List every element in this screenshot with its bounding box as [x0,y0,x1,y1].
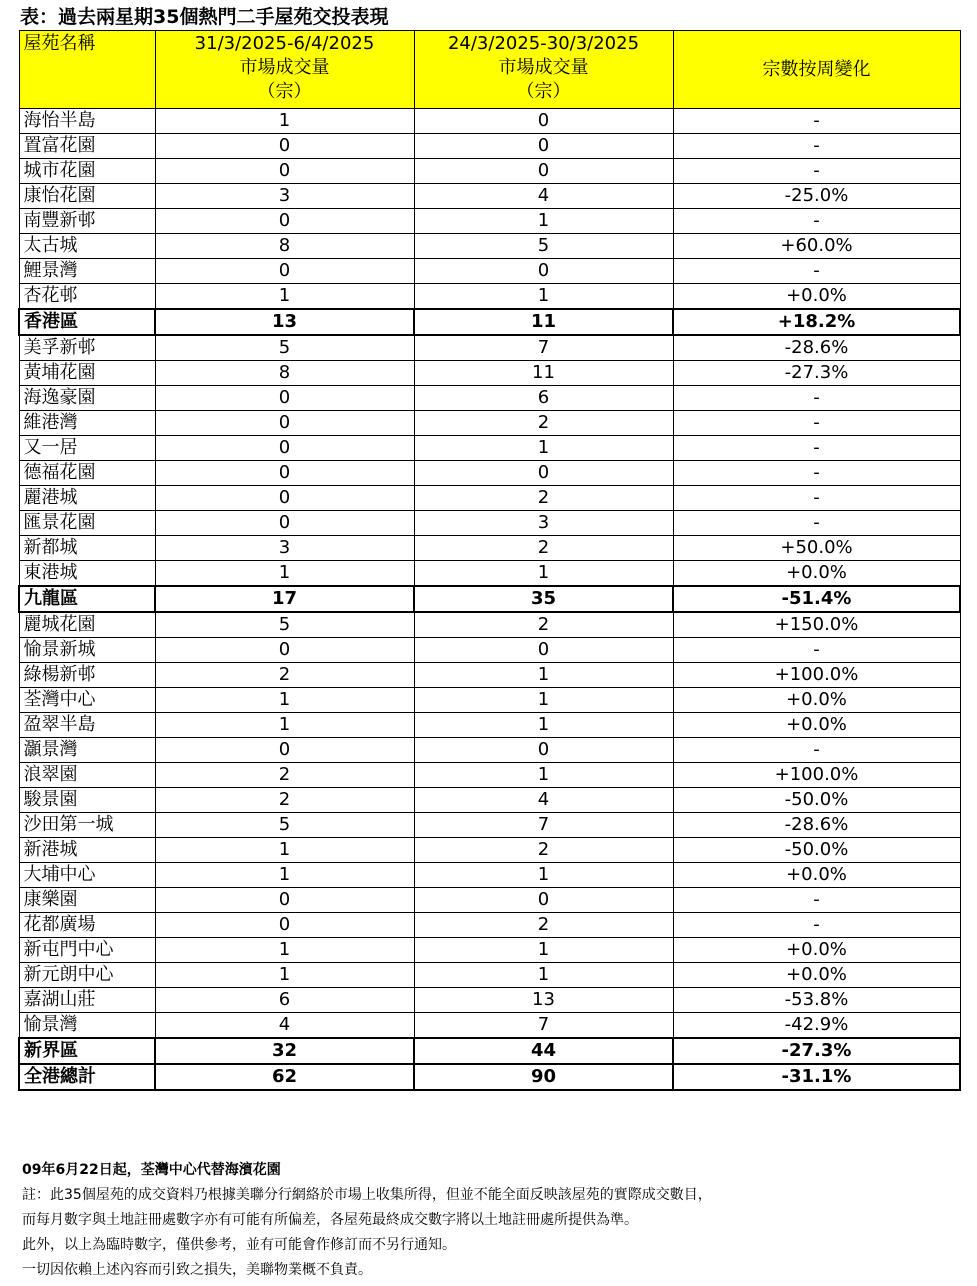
header-change: 宗數按周變化 [673,31,960,109]
estate-name-cell: 杏花邨 [19,284,155,310]
table-row [19,713,960,738]
table-row [19,612,960,638]
table-row [19,913,960,938]
estate-name-cell: 嘉湖山莊 [19,988,155,1013]
header-current-period: 31/3/2025-6/4/2025 [194,33,375,54]
weekly-change-cell: - [673,436,960,461]
table-title: 表：過去兩星期35個熱門二手屋苑交投表現 [20,6,389,28]
estate-name-cell: 新港城 [19,838,155,863]
weekly-change-cell: -53.8% [673,988,960,1013]
estate-name-cell: 康樂園 [19,888,155,913]
previous-volume-cell: 0 [414,159,673,184]
footnote-line: 一切因依賴上述內容而引致之損失，美聯物業概不負責。 [22,1262,372,1278]
current-volume-cell: 2 [155,663,414,688]
estate-name-cell: 新屯門中心 [19,938,155,963]
current-volume-cell: 0 [155,436,414,461]
weekly-change-cell: +0.0% [673,284,960,310]
header-name: 屋苑名稱 [19,31,155,109]
weekly-change-cell: +150.0% [673,612,960,638]
table-row [19,788,960,813]
weekly-change-cell: - [673,411,960,436]
estate-name-cell: 城市花園 [19,159,155,184]
previous-volume-cell: 4 [414,184,673,209]
current-volume-cell: 32 [155,1038,414,1064]
current-volume-cell: 1 [155,284,414,310]
current-volume-cell: 8 [155,234,414,259]
table-row [19,361,960,386]
current-volume-cell: 0 [155,913,414,938]
estate-name-cell: 南豐新邨 [19,209,155,234]
previous-volume-cell: 1 [414,561,673,587]
previous-volume-cell: 1 [414,938,673,963]
weekly-change-cell: +0.0% [673,938,960,963]
weekly-change-cell: - [673,159,960,184]
weekly-change-cell: +18.2% [673,309,960,335]
previous-volume-cell: 0 [414,738,673,763]
estate-name-cell: 愉景新城 [19,638,155,663]
current-volume-cell: 1 [155,938,414,963]
estate-name-cell: 置富花園 [19,134,155,159]
table-row [19,184,960,209]
weekly-change-cell: -28.6% [673,335,960,361]
estate-name-cell: 荃灣中心 [19,688,155,713]
estate-name-cell: 麗城花園 [19,612,155,638]
subtotal-row [19,586,960,612]
previous-volume-cell: 2 [414,838,673,863]
header-row [19,31,960,109]
previous-volume-cell: 7 [414,813,673,838]
header-current-week [155,31,414,109]
previous-volume-cell: 11 [414,309,673,335]
table-row [19,963,960,988]
footnotes [22,1158,962,1283]
table-row [19,234,960,259]
estate-name-cell: 駿景園 [19,788,155,813]
current-volume-cell: 0 [155,159,414,184]
estate-name-cell: 灝景灣 [19,738,155,763]
subtotal-row [19,309,960,335]
current-volume-cell: 17 [155,586,414,612]
current-volume-cell: 5 [155,335,414,361]
current-volume-cell: 1 [155,688,414,713]
current-volume-cell: 0 [155,411,414,436]
estate-name-cell: 維港灣 [19,411,155,436]
current-volume-cell: 4 [155,1013,414,1039]
previous-volume-cell: 90 [414,1064,673,1090]
weekly-change-cell: +0.0% [673,963,960,988]
table-row [19,536,960,561]
estate-name-cell: 海逸豪園 [19,386,155,411]
estate-name-cell: 浪翠園 [19,763,155,788]
current-volume-cell: 0 [155,638,414,663]
current-volume-cell: 3 [155,184,414,209]
previous-volume-cell: 1 [414,284,673,310]
weekly-change-cell: +0.0% [673,688,960,713]
previous-volume-cell: 35 [414,586,673,612]
current-volume-cell: 0 [155,511,414,536]
header-previous-volume-label: 市場成交量 [498,57,589,78]
current-volume-cell: 1 [155,109,414,134]
current-volume-cell: 1 [155,963,414,988]
weekly-change-cell: - [673,209,960,234]
table-row [19,134,960,159]
previous-volume-cell: 6 [414,386,673,411]
previous-volume-cell: 2 [414,536,673,561]
table-row [19,988,960,1013]
weekly-change-cell: - [673,638,960,663]
previous-volume-cell: 1 [414,863,673,888]
current-volume-cell: 2 [155,763,414,788]
current-volume-cell: 1 [155,863,414,888]
estate-name-cell: 康怡花園 [19,184,155,209]
weekly-change-cell: -27.3% [673,361,960,386]
previous-volume-cell: 1 [414,209,673,234]
weekly-change-cell: - [673,913,960,938]
estate-name-cell: 黃埔花園 [19,361,155,386]
table-row [19,259,960,284]
previous-volume-cell: 2 [414,612,673,638]
table-row [19,159,960,184]
estate-name-cell: 沙田第一城 [19,813,155,838]
current-volume-cell: 0 [155,134,414,159]
current-volume-cell: 1 [155,561,414,587]
estate-name-cell: 盈翠半島 [19,713,155,738]
table-row [19,738,960,763]
previous-volume-cell: 0 [414,109,673,134]
header-current-unit: （宗） [257,81,312,102]
estate-name-cell: 又一居 [19,436,155,461]
current-volume-cell: 5 [155,813,414,838]
table-row [19,863,960,888]
current-volume-cell: 1 [155,713,414,738]
previous-volume-cell: 0 [414,888,673,913]
table-row [19,763,960,788]
previous-volume-cell: 13 [414,988,673,1013]
table-row [19,688,960,713]
weekly-change-cell: +0.0% [673,863,960,888]
current-volume-cell: 0 [155,461,414,486]
table-row [19,284,960,310]
table-row [19,209,960,234]
previous-volume-cell: 7 [414,1013,673,1039]
table-row [19,411,960,436]
table-row [19,335,960,361]
weekly-change-cell: -50.0% [673,838,960,863]
table-row [19,663,960,688]
estate-name-cell: 東港城 [19,561,155,587]
weekly-change-cell: -27.3% [673,1038,960,1064]
current-volume-cell: 1 [155,838,414,863]
previous-volume-cell: 0 [414,134,673,159]
estate-name-cell: 匯景花園 [19,511,155,536]
weekly-change-cell: +50.0% [673,536,960,561]
weekly-change-cell: +0.0% [673,561,960,587]
weekly-change-cell: - [673,259,960,284]
previous-volume-cell: 1 [414,663,673,688]
estate-name-cell: 德福花園 [19,461,155,486]
estate-name-cell: 新界區 [19,1038,155,1064]
current-volume-cell: 0 [155,738,414,763]
footnote-line: 註：此35個屋苑的成交資料乃根據美聯分行網絡於市場上收集所得，但並不能全面反映該屋苑的實際成交數目， [22,1187,712,1203]
weekly-change-cell: - [673,888,960,913]
previous-volume-cell: 2 [414,411,673,436]
previous-volume-cell: 5 [414,234,673,259]
previous-volume-cell: 7 [414,335,673,361]
table-row [19,109,960,134]
current-volume-cell: 0 [155,259,414,284]
previous-volume-cell: 0 [414,461,673,486]
table-row [19,938,960,963]
transaction-table [18,30,961,1091]
estate-name-cell: 海怡半島 [19,109,155,134]
table-row [19,561,960,587]
previous-volume-cell: 2 [414,913,673,938]
table-body [19,31,960,1091]
estate-name-cell: 花都廣場 [19,913,155,938]
estate-name-cell: 綠楊新邨 [19,663,155,688]
weekly-change-cell: - [673,134,960,159]
previous-volume-cell: 1 [414,688,673,713]
table-row [19,813,960,838]
current-volume-cell: 0 [155,888,414,913]
table-row [19,486,960,511]
subtotal-row [19,1038,960,1064]
current-volume-cell: 62 [155,1064,414,1090]
current-volume-cell: 0 [155,486,414,511]
weekly-change-cell: - [673,461,960,486]
previous-volume-cell: 0 [414,638,673,663]
estate-name-cell: 新都城 [19,536,155,561]
estate-name-cell: 鯉景灣 [19,259,155,284]
table-row [19,386,960,411]
previous-volume-cell: 44 [414,1038,673,1064]
header-previous-week [414,31,673,109]
estate-name-cell: 全港總計 [19,1064,155,1090]
current-volume-cell: 6 [155,988,414,1013]
table-row [19,1013,960,1039]
current-volume-cell: 5 [155,612,414,638]
table-row [19,638,960,663]
weekly-change-cell: -51.4% [673,586,960,612]
estate-name-cell: 香港區 [19,309,155,335]
previous-volume-cell: 11 [414,361,673,386]
subtotal-row [19,1064,960,1090]
current-volume-cell: 3 [155,536,414,561]
table-row [19,838,960,863]
weekly-change-cell: +60.0% [673,234,960,259]
previous-volume-cell: 0 [414,259,673,284]
previous-volume-cell: 1 [414,763,673,788]
weekly-change-cell: - [673,386,960,411]
estate-name-cell: 太古城 [19,234,155,259]
header-current-volume-label: 市場成交量 [239,57,330,78]
weekly-change-cell: - [673,486,960,511]
footnote-line: 此外，以上為臨時數字，僅供參考，並有可能會作修訂而不另行通知。 [22,1237,456,1253]
footnote-line: 而每月數字與土地註冊處數字亦有可能有所偏差，各屋苑最終成交數字將以土地註冊處所提供為準。 [22,1212,638,1228]
estate-name-cell: 新元朗中心 [19,963,155,988]
previous-volume-cell: 1 [414,436,673,461]
estate-name-cell: 愉景灣 [19,1013,155,1039]
estate-name-cell: 大埔中心 [19,863,155,888]
footnote-replacement: 09年6月22日起，荃灣中心代替海濱花園 [22,1162,281,1178]
weekly-change-cell: -31.1% [673,1064,960,1090]
previous-volume-cell: 1 [414,713,673,738]
weekly-change-cell: - [673,109,960,134]
previous-volume-cell: 3 [414,511,673,536]
estate-name-cell: 九龍區 [19,586,155,612]
current-volume-cell: 8 [155,361,414,386]
table-row [19,461,960,486]
previous-volume-cell: 2 [414,486,673,511]
previous-volume-cell: 1 [414,963,673,988]
weekly-change-cell: -50.0% [673,788,960,813]
current-volume-cell: 2 [155,788,414,813]
weekly-change-cell: - [673,511,960,536]
weekly-change-cell: -25.0% [673,184,960,209]
current-volume-cell: 0 [155,386,414,411]
weekly-change-cell: -28.6% [673,813,960,838]
estate-name-cell: 美孚新邨 [19,335,155,361]
weekly-change-cell: +100.0% [673,763,960,788]
current-volume-cell: 0 [155,209,414,234]
table-row [19,888,960,913]
weekly-change-cell: - [673,738,960,763]
header-previous-unit: （宗） [516,81,571,102]
current-volume-cell: 13 [155,309,414,335]
weekly-change-cell: +0.0% [673,713,960,738]
weekly-change-cell: +100.0% [673,663,960,688]
table-row [19,511,960,536]
weekly-change-cell: -42.9% [673,1013,960,1039]
header-previous-period: 24/3/2025-30/3/2025 [447,33,640,54]
table-row [19,436,960,461]
previous-volume-cell: 4 [414,788,673,813]
estate-name-cell: 麗港城 [19,486,155,511]
